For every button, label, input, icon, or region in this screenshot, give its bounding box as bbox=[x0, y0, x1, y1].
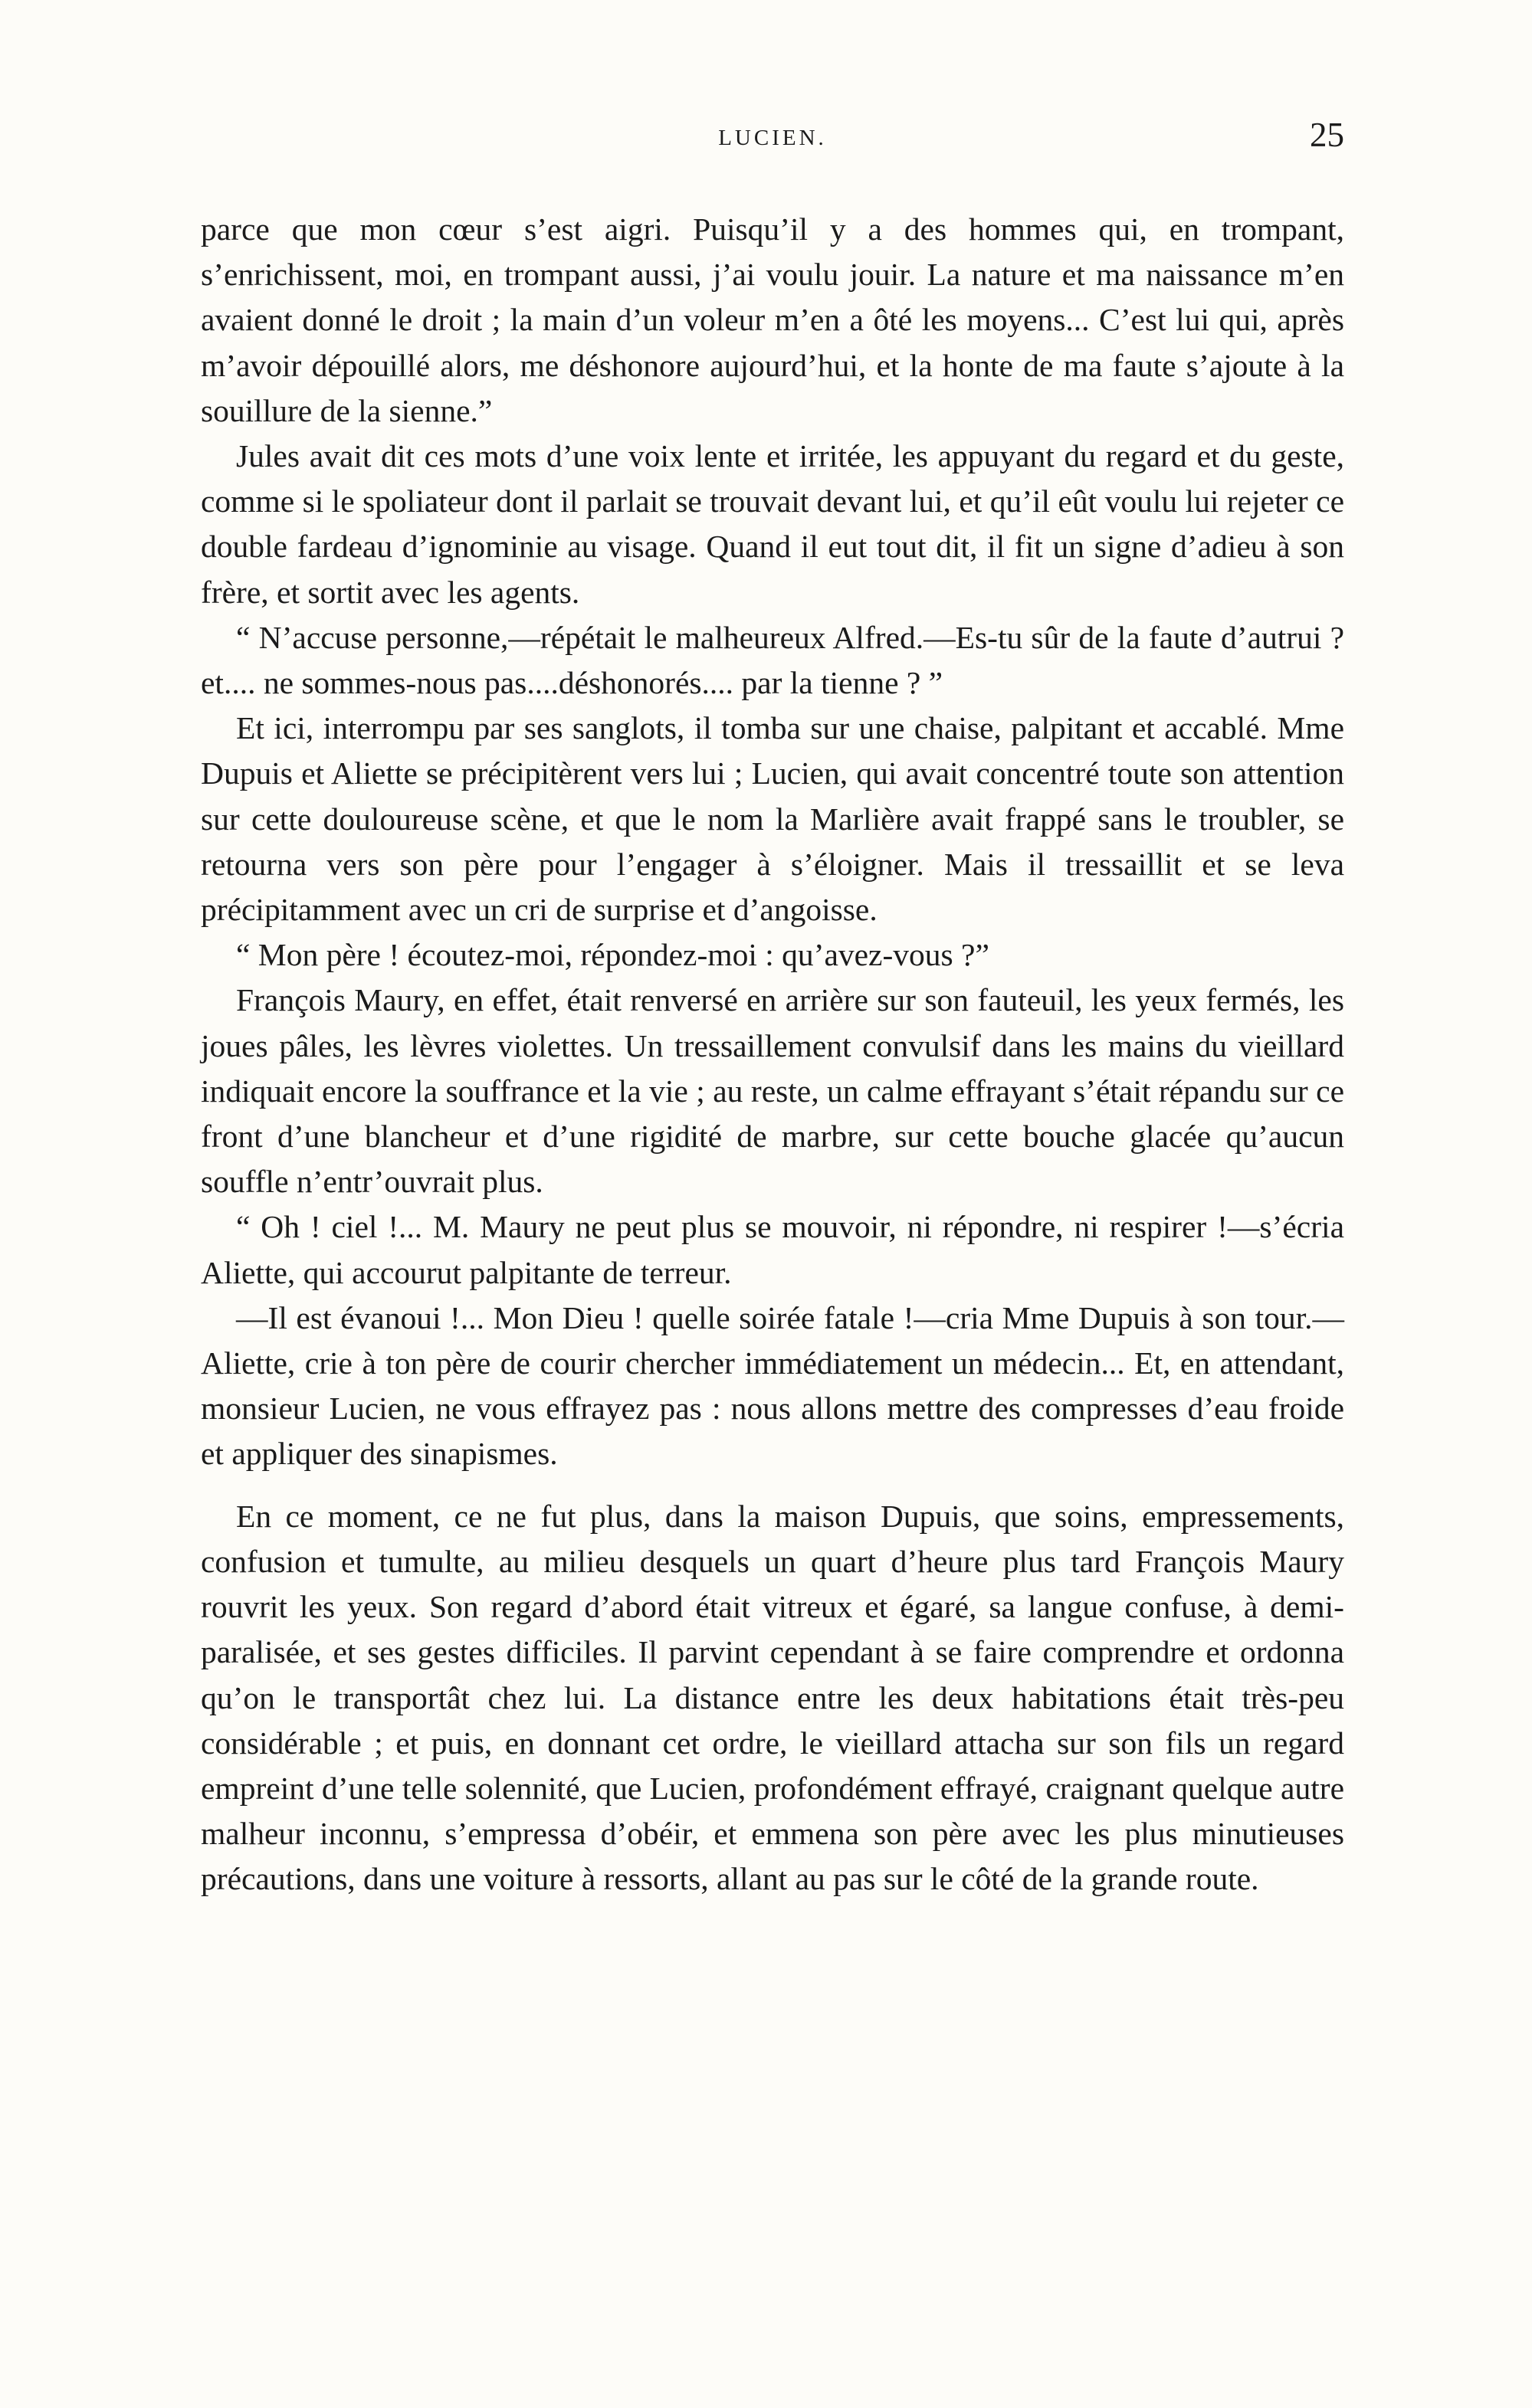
book-page bbox=[201, 115, 1344, 1902]
paragraph-dialogue: “ Mon père ! écoutez-moi, répondez-moi : qu’avez-vous ?” bbox=[236, 937, 989, 973]
body-text bbox=[201, 207, 1344, 1902]
running-title: LUCIEN. bbox=[718, 126, 827, 150]
page-number: 25 bbox=[1310, 116, 1344, 154]
paragraph-dialogue: “ Oh ! ciel !... M. Maury ne peut plus se mouvoir, ni répondre, ni respirer !—s’écria Aliette, qui accourut palpitante de terreur. bbox=[201, 1209, 1344, 1290]
paragraph-dialogue: —Il est évanoui !... Mon Dieu ! quelle soirée fatale !—cria Mme Dupuis à son tour.—Aliette, crie à ton père de courir chercher immédiatement un médecin... Et, en attendant, monsieur Lucien, ne vous effrayez pas : nous allons mettre des compresses d’eau froide et appliquer des sinapismes. bbox=[201, 1299, 1344, 1472]
paragraph: En ce moment, ce ne fut plus, dans la maison Dupuis, que soins, empressements, confusion et tumulte, au milieu desquels un quart d’heure plus tard François Maury rouvrit les yeux. Son regard d’abord était vitreux et égaré, sa langue confuse, à demi-paralisée, et ses gestes difficiles. Il parvint cependant à se faire comprendre et ordonna qu’on le transportât chez lui. La distance entre les deux habitations était très-peu considérable ; et puis, en donnant cet ordre, le vieillard attacha sur son fils un regard empreint d’une telle solennité, que Lucien, profondément effrayé, craignant quelque autre malheur inconnu, s’empressa d’obéir, et emmena son père avec les plus minutieuses précautions, dans une voiture à ressorts, allant au pas sur le côté de la grande route. bbox=[201, 1498, 1344, 1897]
paragraph-continuation: parce que mon cœur s’est aigri. Puisqu’il y a des hommes qui, en trompant, s’enrichissent, moi, en trompant aussi, j’ai voulu jouir. La nature et ma naissance m’en avaient donné le droit ; la main d’un voleur m’en a ôté les moyens... C’est lui qui, après m’avoir dépouillé alors, me déshonore aujourd’hui, et la honte de ma faute s’ajoute à la souillure de la sienne.” bbox=[201, 211, 1344, 428]
paragraph: Jules avait dit ces mots d’une voix lente et irritée, les appuyant du regard et du geste, comme si le spoliateur dont il parlait se trouvait devant lui, et qu’il eût voulu lui rejeter ce double fardeau d’ignominie au visage. Quand il eut tout dit, il fit un signe d’adieu à son frère, et sortit avec les agents. bbox=[201, 438, 1344, 610]
paragraph-dialogue: “ N’accuse personne,—répétait le malheureux Alfred.—Es-tu sûr de la faute d’autrui ? et.... ne sommes-nous pas....déshonorés.... par la tienne ? ” bbox=[201, 619, 1344, 701]
paragraph: François Maury, en effet, était renversé en arrière sur son fauteuil, les yeux fermés, les joues pâles, les lèvres violettes. Un tressaillement convulsif dans les mains du vieillard indiquait encore la souffrance et la vie ; au reste, un calme effrayant s’était répandu sur ce front d’une blancheur et d’une rigidité de marbre, sur cette bouche glacée qu’aucun souffle n’entr’ouvrait plus. bbox=[201, 982, 1344, 1200]
paragraph: Et ici, interrompu par ses sanglots, il tomba sur une chaise, palpitant et accablé. Mme Dupuis et Aliette se précipitèrent vers lui ; Lucien, qui avait concentré toute son attention sur cette douloureuse scène, et que le nom la Marlière avait frappé sans le troubler, se retourna vers son père pour l’engager à s’éloigner. Mais il tressaillit et se leva précipitamment avec un cri de surprise et d’angoisse. bbox=[201, 710, 1344, 928]
running-head bbox=[201, 115, 1344, 176]
